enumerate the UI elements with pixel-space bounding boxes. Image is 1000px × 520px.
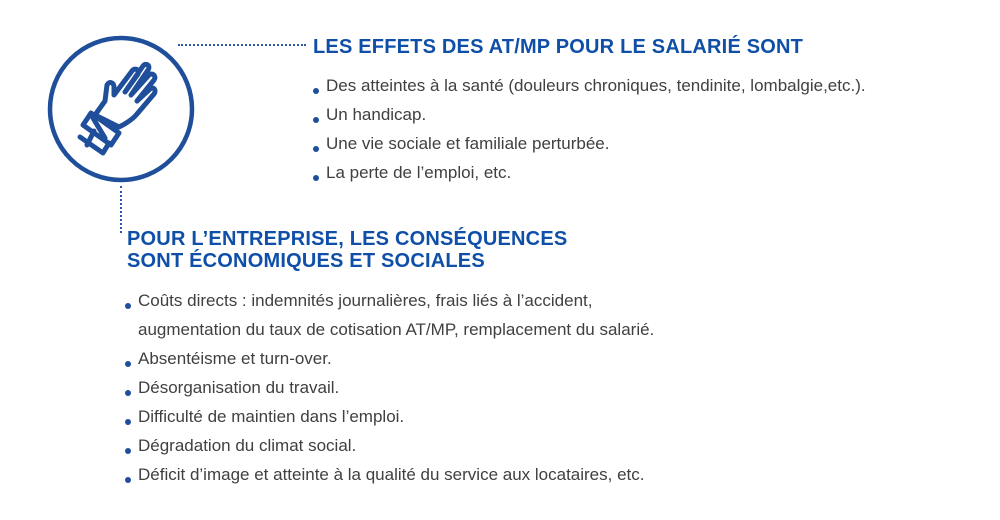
employee-effects-heading: LES EFFETS DES AT/MP POUR LE SALARIÉ SONT [313, 36, 804, 58]
company-consequences-heading [127, 228, 647, 272]
list-item: Un handicap. [312, 100, 992, 129]
list-item: La perte de l’emploi, etc. [312, 158, 992, 187]
connector-line-vertical [120, 186, 122, 233]
list-item [124, 286, 864, 344]
list-item: Déficit d’image et atteinte à la qualité du service aux locataires, etc. [124, 460, 864, 489]
heading-line-1: POUR L’ENTREPRISE, LES CONSÉQUENCES [127, 228, 568, 250]
list-item: Absentéisme et turn-over. [124, 344, 864, 373]
list-item-line-2: augmentation du taux de cotisation AT/MP, remplacement du salarié. [138, 320, 655, 339]
list-item: Des atteintes à la santé (douleurs chroniques, tendinite, lombalgie,etc.). [312, 71, 992, 100]
list-item: Désorganisation du travail. [124, 373, 864, 402]
heading-line-2: SONT ÉCONOMIQUES ET SOCIALES [127, 250, 485, 272]
employee-effects-list [312, 71, 992, 187]
list-item-line-1: Coûts directs : indemnités journalières, frais liés à l’accident, [138, 291, 593, 310]
bandaged-hand-icon [47, 35, 195, 183]
company-consequences-list [124, 286, 864, 489]
list-item: Difficulté de maintien dans l’emploi. [124, 402, 864, 431]
connector-line-horizontal [178, 44, 306, 46]
list-item: Dégradation du climat social. [124, 431, 864, 460]
list-item: Une vie sociale et familiale perturbée. [312, 129, 992, 158]
